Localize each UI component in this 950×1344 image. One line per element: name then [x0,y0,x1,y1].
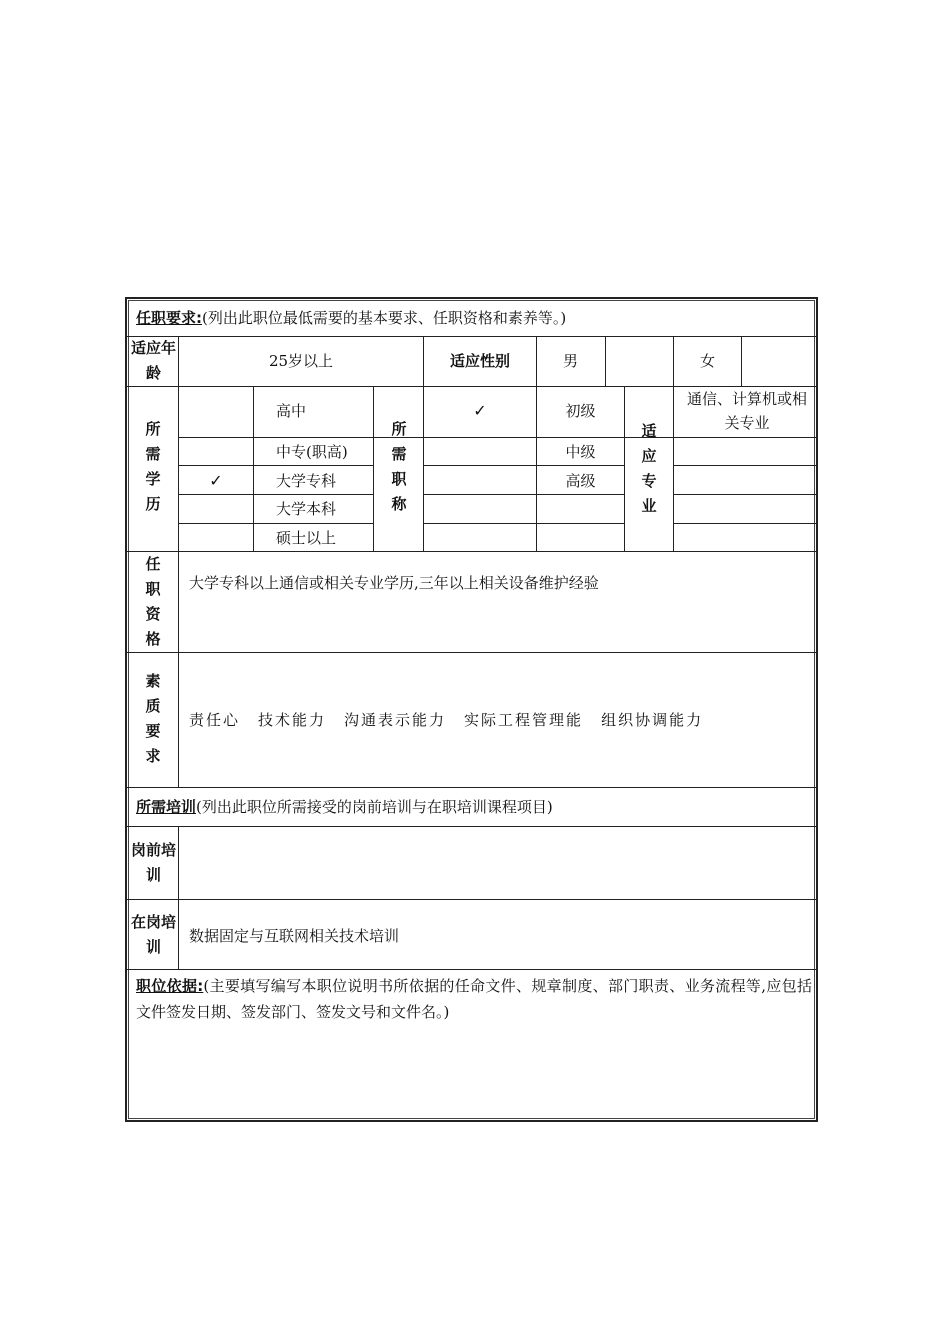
quality-item: 沟通表示能力 [344,711,447,729]
age-label: 适应年龄 [131,339,177,382]
requirements-header [136,306,566,330]
gender-female: 女 [699,352,715,370]
gender-male: 男 [563,352,579,370]
title-rank-option-junior: 初级 [565,402,596,420]
education-label: 所需学历 [145,420,161,513]
education-option-college: 大学专科 [276,472,337,490]
basis-note: (主要填写编写本职位说明书所依据的任命文件、规章制度、部门职责、业务流程等,应包括文件签发日期、签发部门、签发文号和文件名。) [136,977,813,1021]
title-rank-option-senior: 高级 [565,472,596,490]
quality-items [189,708,703,732]
major-label: 适应专业 [641,422,657,515]
title-rank-label: 所需职称 [391,420,407,513]
job-requirements-form [125,297,818,1122]
title-rank-option-intermediate: 中级 [565,443,596,461]
gender-label: 适应性别 [449,352,510,370]
age-value: 25岁以上 [268,352,334,370]
on-training-value: 数据固定与互联网相关技术培训 [189,927,400,945]
quality-item: 责任心 [189,711,241,729]
major-value: 通信、计算机或相关专业 [686,390,807,432]
education-option-bachelor: 大学本科 [276,500,337,518]
training-title: 所需培训 [136,798,197,816]
education-option-technical: 中专(职高) [276,443,348,461]
quality-item: 组织协调能力 [601,711,704,729]
title-rank-checkmark-icon: ✓ [473,401,487,420]
education-checkmark-icon: ✓ [209,471,223,490]
basis-block [136,973,812,1025]
education-option-high-school: 高中 [276,402,307,420]
quality-item: 实际工程管理能 [464,711,584,729]
training-note: (列出此职位所需接受的岗前培训与在职培训课程项目) [196,798,553,816]
requirements-title: 任职要求: [136,309,202,327]
on-training-label: 在岗培训 [131,913,177,956]
pre-training-label: 岗前培训 [131,841,177,884]
quality-label: 素质要求 [145,672,161,765]
basis-title: 职位依据: [136,977,204,995]
qualification-label: 任职资格 [145,555,161,648]
training-header [136,795,553,819]
qualification-value: 大学专科以上通信或相关专业学历,三年以上相关设备维护经验 [189,574,599,592]
quality-item: 技术能力 [258,711,327,729]
education-option-master: 硕士以上 [276,529,337,547]
requirements-note: (列出此职位最低需要的基本要求、任职资格和素养等。) [202,309,567,327]
